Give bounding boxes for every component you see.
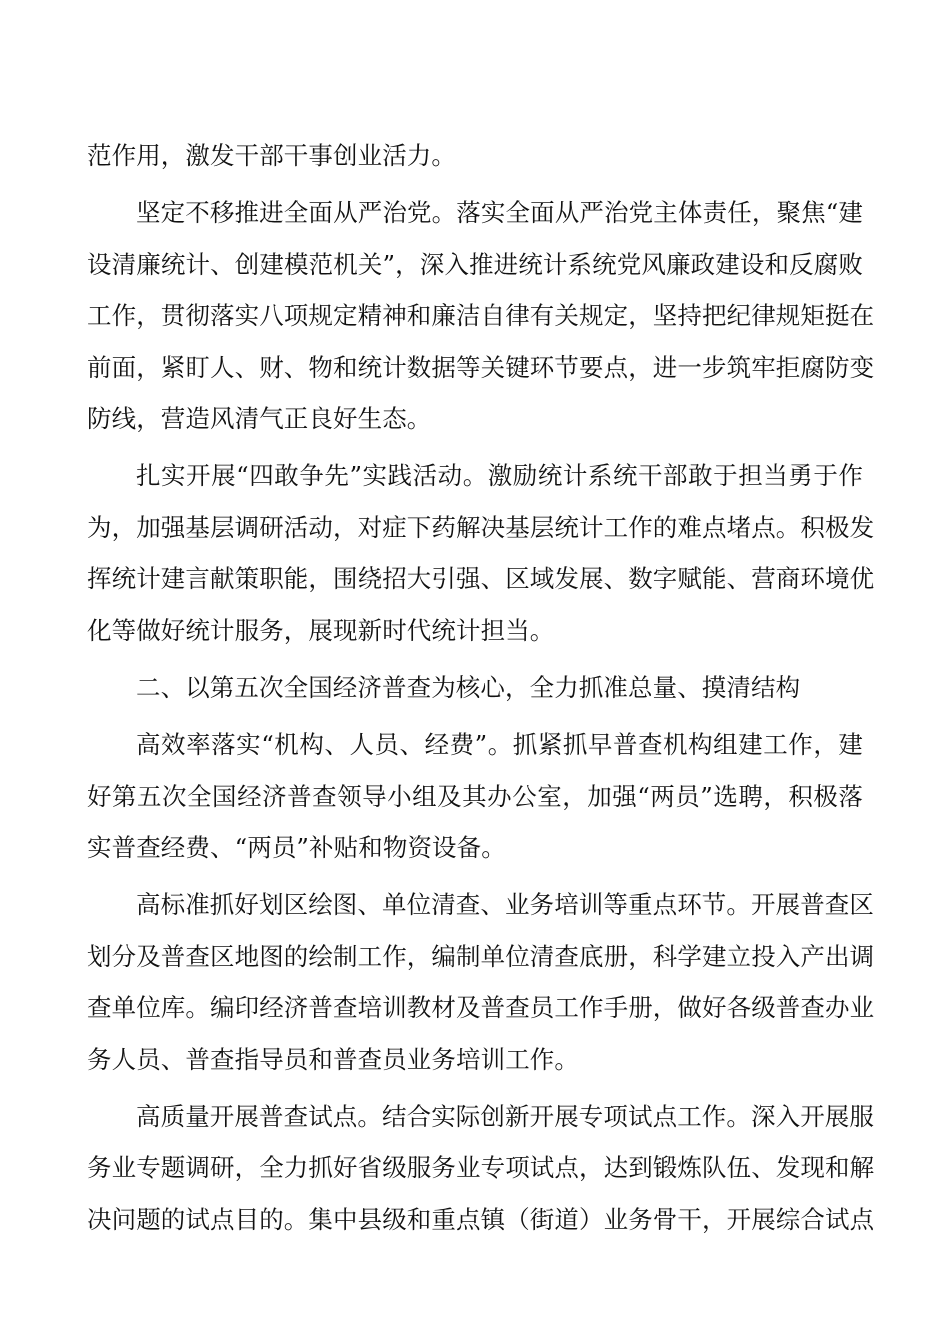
- text-line: 挥统计建言献策职能，围绕招大引强、区域发展、数字赋能、营商环境优: [87, 564, 875, 594]
- text-line: 务人员、普查指导员和普查员业务培训工作。: [87, 1044, 579, 1074]
- text-line: 设清廉统计、创建模范机关”，深入推进统计系统党风廉政建设和反腐败: [87, 249, 863, 279]
- text-line: 务业专题调研，全力抓好省级服务业专项试点，达到锻炼队伍、发现和解: [87, 1153, 875, 1183]
- text-line: 防线，营造风清气正良好生态。: [87, 403, 432, 433]
- text-line: 坚定不移推进全面从严治党。落实全面从严治党主体责任，聚焦“建: [136, 198, 863, 228]
- text-line: 查单位库。编印经济普查培训教材及普查员工作手册，做好各级普查办业: [87, 993, 875, 1023]
- section-heading: 二、以第五次全国经济普查为核心，全力抓准总量、摸清结构: [136, 672, 801, 702]
- text-line: 决问题的试点目的。集中县级和重点镇（街道）业务骨干，开展综合试点: [87, 1204, 875, 1234]
- text-line: 工作，贯彻落实八项规定精神和廉洁自律有关规定，坚持把纪律规矩挺在: [87, 301, 875, 331]
- text-line: 划分及普查区地图的绘制工作，编制单位清查底册，科学建立投入产出调: [87, 941, 875, 971]
- text-line: 实普查经费、“两员”补贴和物资设备。: [87, 833, 506, 863]
- text-line: 化等做好统计服务，展现新时代统计担当。: [87, 615, 555, 645]
- text-line: 范作用，激发干部干事创业活力。: [87, 141, 456, 170]
- text-line: 为，加强基层调研活动，对症下药解决基层统计工作的难点堵点。积极发: [87, 512, 875, 542]
- text-line: 好第五次全国经济普查领导小组及其办公室，加强“两员”选聘，积极落: [87, 781, 863, 811]
- text-line: 扎实开展“四敢争先”实践活动。激励统计系统干部敢于担当勇于作: [136, 461, 863, 491]
- document-body: [87, 130, 875, 1245]
- text-line: 前面，紧盯人、财、物和统计数据等关键环节要点，进一步筑牢拒腐防变: [87, 352, 875, 382]
- text-line: 高质量开展普查试点。结合实际创新开展专项试点工作。深入开展服: [136, 1102, 874, 1132]
- text-line: 高标准抓好划区绘图、单位清查、业务培训等重点环节。开展普查区: [136, 890, 874, 920]
- text-line: 高效率落实“机构、人员、经费”。抓紧抓早普查机构组建工作，建: [136, 730, 863, 760]
